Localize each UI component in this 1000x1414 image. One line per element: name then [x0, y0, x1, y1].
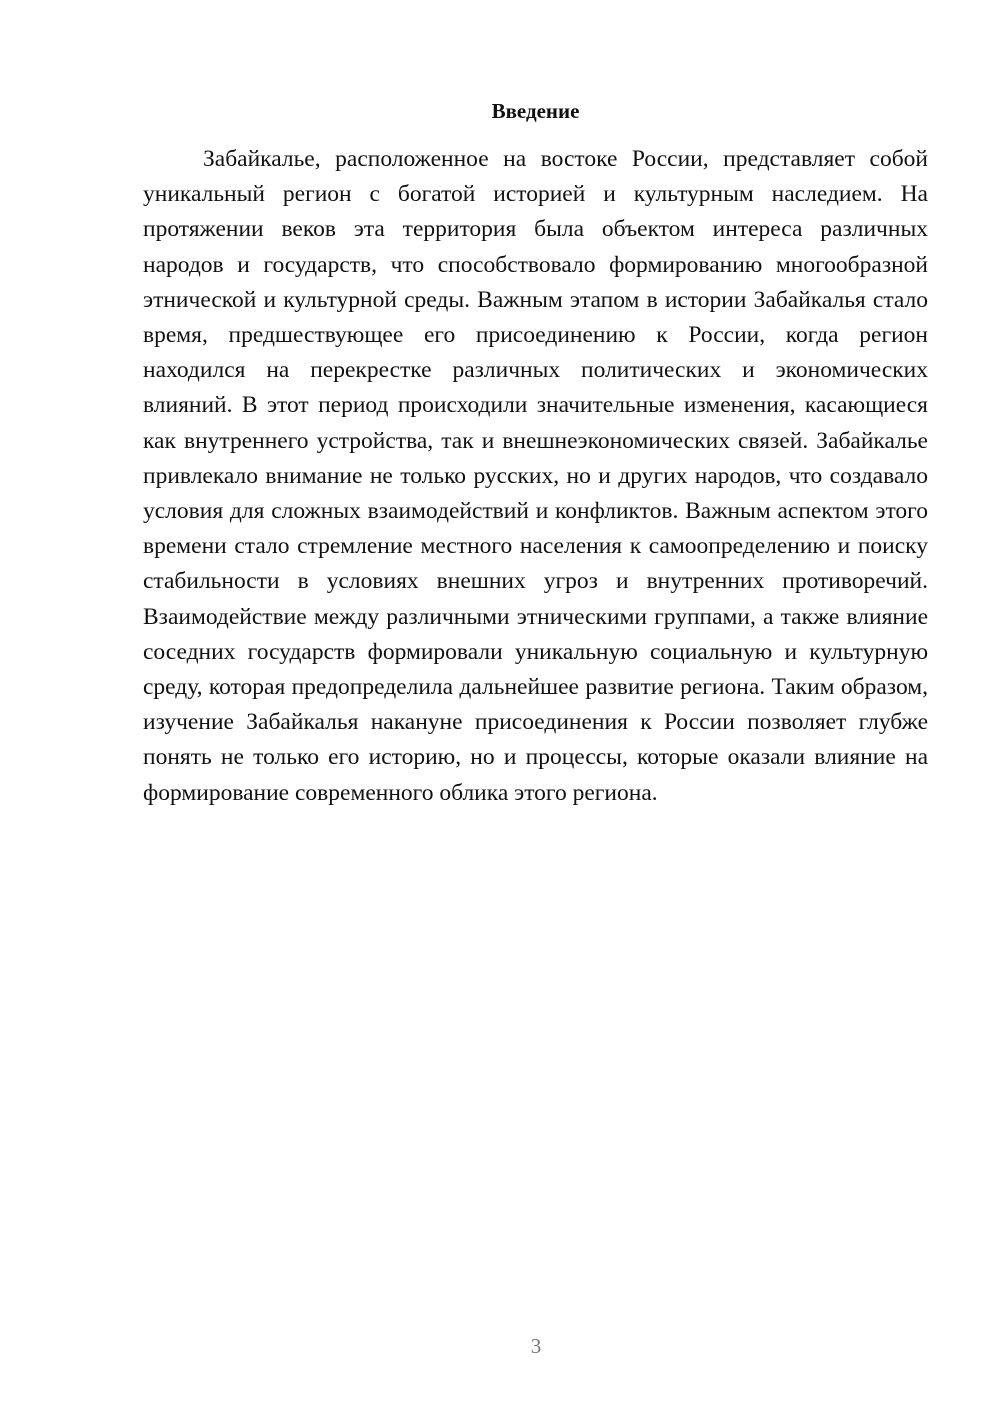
- section-title: Введение: [491, 99, 580, 123]
- page-number: 3: [530, 1334, 542, 1358]
- body-paragraph: Забайкалье, расположенное на востоке России, представляет собой уникальный регион с богатой историей и культурным наследием. На протяжении веков эта территория была объектом интереса различных народов и государств, что способствовало формированию многообразной этнической и культурной среды. Важным этапом в истории Забайкалья стало время, предшествующее его присоединению к России, когда регион находился на перекрестке различных политических и экономических влияний. В этот период происходили значительные изменения, касающиеся как внутреннего устройства, так и внешнеэкономических связей. Забайкалье привлекало внимание не только русских, но и других народов, что создавало условия для сложных взаимодействий и конфликтов. Важным аспектом этого времени стало стремление местного населения к самоопределению и поиску стабильности в условиях внешних угроз и внутренних противоречий. Взаимодействие между различными этническими группами, а также влияние соседних государств формировали уникальную социальную и культурную среду, которая предопределила дальнейшее развитие региона. Таким образом, изучение Забайкалья накануне присоединения к России позволяет глубже понять не только его историю, но и процессы, которые оказали влияние на формирование современного облика этого региона.: [143, 146, 928, 806]
